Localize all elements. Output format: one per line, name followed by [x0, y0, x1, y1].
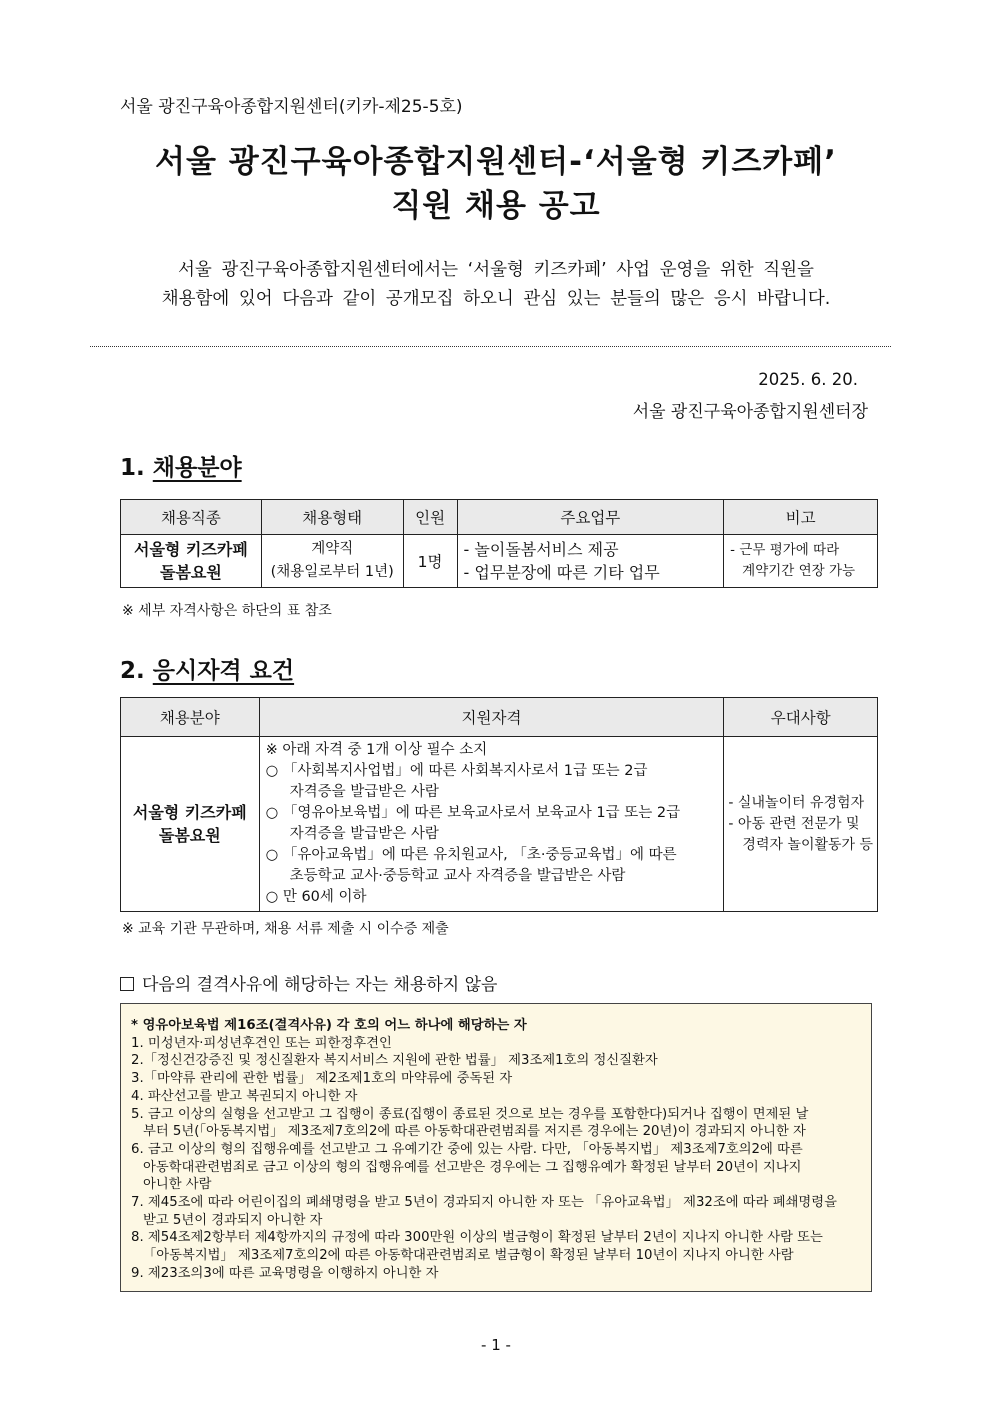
- type-line2: (채용일로부터 1년): [270, 564, 394, 580]
- list-item: 9. 제23조의3에 따른 교육명령을 이행하지 아니한 자: [131, 1265, 439, 1281]
- table-row: [121, 737, 878, 912]
- list-item: 7. 제45조에 따라 어린이집의 폐쇄명령을 받고 5년이 경과되지 아니한 자 또는 「유아교육법」 제32조에 따라 폐쇄명령을: [131, 1195, 837, 1211]
- section1-number: 1.: [120, 455, 145, 481]
- section2-note: ※ 교육 기관 무관하며, 채용 서류 제출 시 이수증 제출: [122, 921, 449, 937]
- announcement-date: 2025. 6. 20.: [758, 370, 858, 389]
- list-item: 8. 제54조제2항부터 제4항까지의 규정에 따라 300만원 이상의 벌금형이 확정된 날부터 2년이 지나지 아니한 사람 또는: [131, 1230, 823, 1246]
- page-title-line1: 서울 광진구육아종합지원센터-‘서울형 키즈카페’: [155, 144, 837, 180]
- header-duty: 주요업무: [457, 500, 724, 535]
- list-item: 1. 미성년자·피성년후견인 또는 피한정후견인: [131, 1035, 392, 1051]
- section2-heading: [120, 652, 294, 685]
- qualification-line: ※ 아래 자격 중 1개 이상 필수 소지: [265, 742, 488, 758]
- preference-line: 경력자 놀이활동가 등: [742, 836, 874, 853]
- field-line2: 돌봄요원: [158, 826, 221, 845]
- remark-cell: [724, 535, 878, 588]
- type-line1: 계약직: [311, 541, 354, 557]
- box-title: * 영유아보육법 제16조(결격사유) 각 호의 어느 하나에 해당하는 자: [131, 1018, 527, 1033]
- intro-paragraph: [60, 256, 932, 314]
- table-header-row: [121, 500, 878, 535]
- section2-title: 응시자격 요건: [152, 658, 295, 684]
- remark-line2: 계약기간 연장 가능: [742, 563, 856, 579]
- header-job: 채용직종: [121, 500, 262, 535]
- job-line2: 돌봄요원: [159, 563, 222, 582]
- section1-note: ※ 세부 자격사항은 하단의 표 참조: [122, 603, 332, 619]
- duty-cell: [457, 535, 724, 588]
- qualification-line: 자격증을 발급받은 사람: [289, 784, 439, 800]
- checkbox-icon: [120, 977, 134, 991]
- intro-line1: 서울 광진구육아종합지원센터에서는 ‘서울형 키즈카페’ 사업 운영을 위한 직원을: [178, 260, 814, 280]
- list-item: 5. 금고 이상의 실형을 선고받고 그 집행이 종료(집행이 종료된 것으로 보는 경우를 포함한다)되거나 집행이 면제된 날: [131, 1106, 809, 1122]
- type-cell: [261, 535, 403, 588]
- duty-item: - 놀이돌봄서비스 제공: [463, 540, 619, 559]
- list-item: 4. 파산선고를 받고 복권되지 아니한 자: [131, 1088, 358, 1104]
- preference-line: - 아동 관련 전문가 및: [728, 815, 860, 832]
- page-number: - 1 -: [481, 1336, 511, 1354]
- intro-line2: 채용함에 있어 다음과 같이 공개모집 하오니 관심 있는 분들의 많은 응시 바랍니다.: [161, 289, 831, 309]
- qualification-line: 초등학교 교사·중등학교 교사 자격증을 발급받은 사람: [289, 868, 626, 884]
- qualification-line: ○ 「영유아보육법」에 따른 보육교사로서 보육교사 1급 또는 2급: [265, 805, 681, 821]
- header-preference: 우대사항: [724, 698, 878, 737]
- header-count: 인원: [403, 500, 457, 535]
- preference-cell: [724, 737, 878, 912]
- list-item: 아니한 사람: [143, 1177, 212, 1193]
- header-qualification: 지원자격: [259, 698, 724, 737]
- disqualification-box: [120, 1003, 872, 1292]
- dotted-divider: [90, 346, 891, 347]
- section2-number: 2.: [120, 658, 145, 684]
- list-item: 6. 금고 이상의 형의 집행유예를 선고받고 그 유예기간 중에 있는 사람. 다만, 「아동복지법」 제3조제7호의2에 따른: [131, 1141, 803, 1157]
- list-item: 부터 5년(「아동복지법」 제3조제7호의2에 따른 아동학대관련범죄를 저지른 경우에는 20년)이 경과되지 아니한 자: [143, 1124, 806, 1140]
- document-number: 서울 광진구육아종합지원센터(키카-제25-5호): [120, 97, 463, 117]
- list-item: 아동학대관련범죄로 금고 이상의 형의 집행유예를 선고받은 경우에는 그 집행유예가 확정된 날부터 20년이 지나지: [143, 1159, 802, 1175]
- qualification-line: 자격증을 발급받은 사람: [289, 826, 439, 842]
- count-cell: 1명: [403, 535, 457, 588]
- header-type: 채용형태: [261, 500, 403, 535]
- field-line1: 서울형 키즈카페: [132, 803, 247, 822]
- list-item: 2.「정신건강증진 및 정신질환자 복지서비스 지원에 관한 법률」 제3조제1호의 정신질환자: [131, 1053, 658, 1069]
- table-row: [121, 535, 878, 588]
- page-title-line2: 직원 채용 공고: [391, 188, 601, 224]
- list-item: 3.「마약류 관리에 관한 법률」 제2조제1호의 마약류에 중독된 자: [131, 1071, 513, 1087]
- table-header-row: [121, 698, 878, 737]
- list-item: 받고 5년이 경과되지 아니한 자: [143, 1212, 323, 1228]
- header-field: 채용분야: [121, 698, 260, 737]
- disqualification-heading-text: 다음의 결격사유에 해당하는 자는 채용하지 않음: [142, 975, 498, 995]
- duty-item: - 업무분장에 따른 기타 업무: [463, 563, 660, 582]
- disqualification-heading: [120, 970, 497, 995]
- list-item: 「아동복지법」 제3조제7호의2에 따른 아동학대관련범죄로 벌금형이 확정된 날부터 10년이 지나지 아니한 사람: [143, 1248, 794, 1264]
- qualification-table: [120, 697, 878, 912]
- recruitment-table: [120, 499, 878, 588]
- job-cell: [121, 535, 262, 588]
- header-remark: 비고: [724, 500, 878, 535]
- qualification-cell: [259, 737, 724, 912]
- remark-line1: - 근무 평가에 따라: [730, 542, 840, 558]
- field-cell: [121, 737, 260, 912]
- signer: 서울 광진구육아종합지원센터장: [632, 402, 868, 422]
- section1-heading: [120, 449, 242, 482]
- qualification-line: ○ 만 60세 이하: [265, 889, 367, 905]
- qualification-line: ○ 「사회복지사업법」에 따른 사회복지사로서 1급 또는 2급: [265, 763, 648, 779]
- section1-title: 채용분야: [152, 455, 242, 481]
- qualification-line: ○ 「유아교육법」에 따른 유치원교사, 「초·중등교육법」에 따른: [265, 847, 677, 863]
- preference-line: - 실내놀이터 유경험자: [728, 794, 865, 811]
- job-line1: 서울형 키즈카페: [134, 540, 248, 559]
